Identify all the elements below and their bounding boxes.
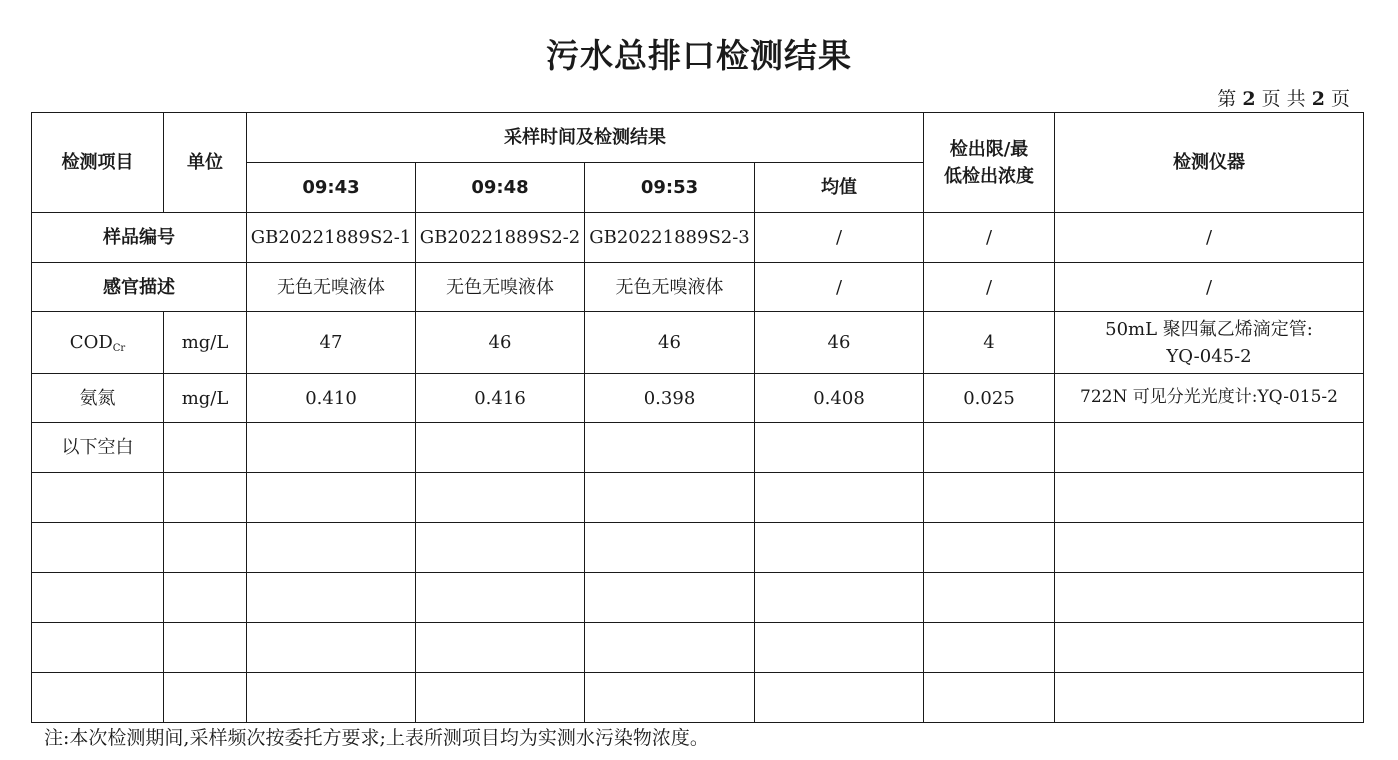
- sample-id-mean: /: [755, 213, 924, 263]
- table-cell-empty: [416, 623, 585, 673]
- nh3-value-1: 0.410: [247, 374, 416, 423]
- footnote: 注:本次检测期间,采样频次按委托方要求;上表所测项目均为实测水污染物浓度。: [44, 727, 709, 749]
- table-cell-empty: [755, 523, 924, 573]
- cod-mean: 46: [755, 312, 924, 374]
- table-cell-empty: [924, 523, 1055, 573]
- empty-row: [32, 523, 1364, 573]
- header-time-1: 09:43: [247, 163, 416, 213]
- table-cell-empty: [755, 573, 924, 623]
- sensory-label: 感官描述: [32, 263, 247, 312]
- table-cell-empty: [416, 473, 585, 523]
- header-time-3: 09:53: [585, 163, 755, 213]
- table-cell-empty: [416, 673, 585, 723]
- table-cell-empty: [1055, 623, 1364, 673]
- sample-id-label: 样品编号: [32, 213, 247, 263]
- sensory-limit: /: [924, 263, 1055, 312]
- table-cell-empty: [755, 423, 924, 473]
- cod-instrument: [1055, 312, 1364, 374]
- cod-value-3: 46: [585, 312, 755, 374]
- sensory-instrument: /: [1055, 263, 1364, 312]
- cod-value-2: 46: [416, 312, 585, 374]
- header-unit: 单位: [164, 113, 247, 213]
- page-current: 2: [1242, 88, 1256, 110]
- table-cell-empty: [32, 573, 164, 623]
- sample-id-3: GB20221889S2-3: [585, 213, 755, 263]
- nh3-value-2: 0.416: [416, 374, 585, 423]
- table-cell-empty: [1055, 473, 1364, 523]
- table-cell-empty: [1055, 673, 1364, 723]
- table-cell-empty: [755, 673, 924, 723]
- table-cell-empty: [924, 573, 1055, 623]
- cod-label: [32, 312, 164, 374]
- blank-marker-row: [32, 423, 1364, 473]
- nh3-mean: 0.408: [755, 374, 924, 423]
- table-cell-empty: [924, 623, 1055, 673]
- table-cell-empty: [247, 423, 416, 473]
- table-cell-empty: [585, 673, 755, 723]
- sensory-1: 无色无嗅液体: [247, 263, 416, 312]
- table-cell-empty: [32, 673, 164, 723]
- page-prefix: 第: [1217, 88, 1237, 110]
- table-cell-empty: [247, 673, 416, 723]
- cod-row: [32, 312, 1364, 374]
- cod-unit: mg/L: [164, 312, 247, 374]
- sensory-mean: /: [755, 263, 924, 312]
- empty-row: [32, 623, 1364, 673]
- nh3-value-3: 0.398: [585, 374, 755, 423]
- header-limit: [924, 113, 1055, 213]
- table-cell-empty: [924, 423, 1055, 473]
- cod-instrument-line2: YQ-045-2: [1166, 345, 1252, 367]
- page-suffix: 页: [1330, 88, 1350, 110]
- table-cell-empty: [585, 573, 755, 623]
- header-item: 检测项目: [32, 113, 164, 213]
- cod-limit: 4: [924, 312, 1055, 374]
- table-cell-empty: [585, 473, 755, 523]
- table-cell-empty: [32, 523, 164, 573]
- empty-row: [32, 673, 1364, 723]
- table-cell-empty: [164, 423, 247, 473]
- table-cell-empty: [247, 523, 416, 573]
- table-cell-empty: [416, 573, 585, 623]
- cod-label-main: COD: [69, 332, 113, 353]
- table-cell-empty: [755, 473, 924, 523]
- table-cell-empty: [164, 523, 247, 573]
- nh3-label: 氨氮: [32, 374, 164, 423]
- nh3-limit: 0.025: [924, 374, 1055, 423]
- table-cell-empty: [585, 623, 755, 673]
- page-mid: 页 共: [1261, 88, 1306, 110]
- header-limit-line2: 低检出浓度: [944, 165, 1034, 187]
- sensory-2: 无色无嗅液体: [416, 263, 585, 312]
- table-cell-empty: [924, 673, 1055, 723]
- sensory-row: [32, 263, 1364, 312]
- page-total: 2: [1311, 88, 1325, 110]
- table-cell-empty: [247, 473, 416, 523]
- table-cell-empty: [1055, 573, 1364, 623]
- nh3-unit: mg/L: [164, 374, 247, 423]
- header-sampling: 采样时间及检测结果: [247, 113, 924, 163]
- results-table: [31, 112, 1364, 723]
- page-indicator: [1217, 84, 1350, 111]
- table-cell-empty: [32, 623, 164, 673]
- table-cell-empty: [32, 473, 164, 523]
- table-cell-empty: [164, 473, 247, 523]
- table-cell-empty: [247, 573, 416, 623]
- table-cell-empty: [585, 423, 755, 473]
- report-title: 污水总排口检测结果: [546, 36, 852, 75]
- sensory-3: 无色无嗅液体: [585, 263, 755, 312]
- header-time-2: 09:48: [416, 163, 585, 213]
- table-cell-empty: [755, 623, 924, 673]
- nh3-row: [32, 374, 1364, 423]
- table-cell-empty: [164, 573, 247, 623]
- table-cell-empty: [164, 673, 247, 723]
- table-cell-empty: [924, 473, 1055, 523]
- sample-id-1: GB20221889S2-1: [247, 213, 416, 263]
- table-cell-empty: [585, 523, 755, 573]
- table-cell-empty: [1055, 423, 1364, 473]
- cod-label-sub: Cr: [112, 343, 126, 354]
- sample-id-2: GB20221889S2-2: [416, 213, 585, 263]
- header-limit-line1: 检出限/最: [949, 138, 1029, 160]
- cod-instrument-line1: 50mL 聚四氟乙烯滴定管:: [1105, 318, 1313, 340]
- table-cell-empty: [164, 623, 247, 673]
- cod-value-1: 47: [247, 312, 416, 374]
- nh3-instrument: 722N 可见分光光度计:YQ-015-2: [1055, 374, 1364, 423]
- header-instrument: 检测仪器: [1055, 113, 1364, 213]
- table-cell-empty: [247, 623, 416, 673]
- table-cell-empty: [1055, 523, 1364, 573]
- sample-id-instrument: /: [1055, 213, 1364, 263]
- table-cell-empty: [416, 423, 585, 473]
- header-mean: 均值: [755, 163, 924, 213]
- empty-row: [32, 573, 1364, 623]
- sample-id-limit: /: [924, 213, 1055, 263]
- header-row-1: [32, 113, 1364, 163]
- table-cell-empty: [416, 523, 585, 573]
- sample-id-row: [32, 213, 1364, 263]
- empty-row: [32, 473, 1364, 523]
- blank-marker-label: 以下空白: [32, 423, 164, 473]
